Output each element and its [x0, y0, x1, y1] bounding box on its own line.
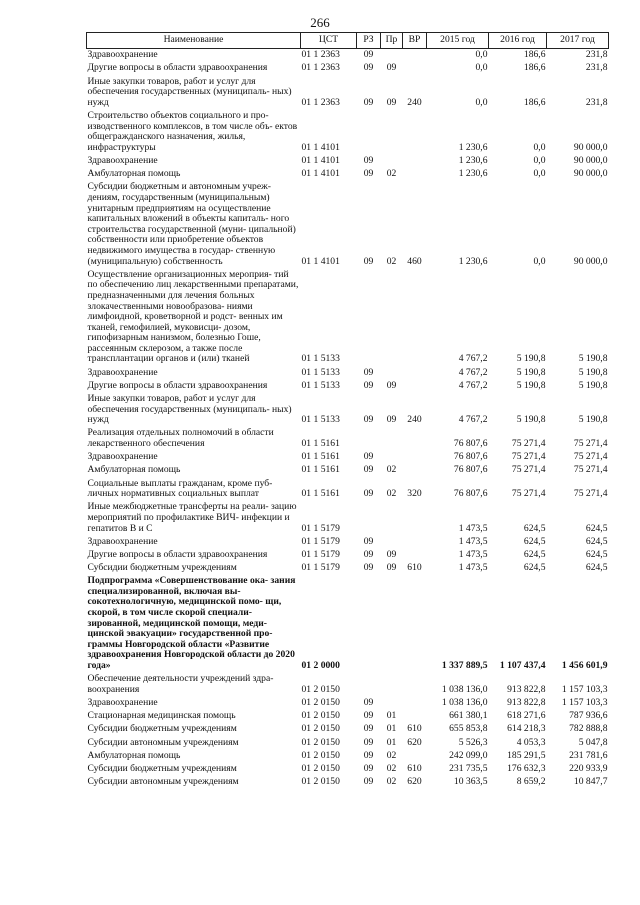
row-value-2017: 220 933,9 — [569, 762, 608, 774]
row-value-2015: 1 473,5 — [458, 562, 488, 574]
row-rz: 09 — [363, 62, 374, 74]
row-value-2015: 655 853,8 — [449, 723, 488, 735]
row-name: Здравоохранение — [87, 697, 158, 709]
row-pr: 02 — [386, 762, 397, 774]
row-vr: 620 — [407, 736, 422, 748]
row-cst: 01 1 5161 — [301, 464, 340, 476]
row-value-2016: 186,6 — [523, 96, 546, 108]
row-cst: 01 2 0150 — [301, 723, 340, 735]
row-value-2015: 76 807,6 — [453, 488, 488, 500]
row-rz: 09 — [363, 488, 374, 500]
row-value-2015: 0,0 — [475, 49, 488, 61]
row-rz: 09 — [363, 366, 374, 378]
row-value-2017: 5 190,8 — [578, 414, 608, 426]
row-value-2017: 782 888,8 — [569, 723, 608, 735]
col-header-2017: 2017 год — [547, 33, 609, 49]
row-vr: 620 — [407, 776, 422, 788]
table-row — [87, 181, 609, 268]
row-cst: 01 2 0150 — [301, 697, 340, 709]
row-cst: 01 1 5161 — [301, 451, 340, 463]
row-pr — [381, 697, 403, 710]
row-value-2016: 618 271,6 — [507, 710, 546, 722]
row-rz: 09 — [363, 736, 374, 748]
row-value-2015: 1 337 889,5 — [441, 660, 488, 672]
col-header-cst: ЦСТ — [301, 33, 357, 49]
row-vr — [403, 62, 427, 75]
row-vr: 460 — [407, 255, 422, 267]
row-rz — [357, 501, 381, 535]
row-value-2016: 913 822,8 — [507, 683, 546, 695]
table-row — [87, 673, 609, 697]
row-vr — [403, 451, 427, 464]
row-value-2016: 4 053,3 — [516, 736, 546, 748]
row-name: Амбулаторная помощь — [87, 749, 181, 761]
row-pr: 09 — [386, 562, 397, 574]
row-cst: 01 1 4101 — [301, 141, 340, 153]
row-cst: 01 1 4101 — [301, 168, 340, 180]
table-row — [87, 380, 609, 393]
row-value-2015: 1 038 136,0 — [441, 697, 488, 709]
row-value-2017: 75 271,4 — [573, 451, 608, 463]
row-name: Здравоохранение — [87, 451, 158, 463]
row-value-2015: 1 230,6 — [458, 255, 488, 267]
row-value-2017: 231,8 — [585, 62, 608, 74]
row-cst: 01 2 0150 — [301, 736, 340, 748]
row-name: Здравоохранение — [87, 535, 158, 547]
row-value-2016: 186,6 — [523, 62, 546, 74]
table-row — [87, 736, 609, 749]
row-value-2017: 5 047,8 — [578, 736, 608, 748]
row-value-2017: 5 190,8 — [578, 366, 608, 378]
row-value-2016: 624,5 — [523, 562, 546, 574]
row-name: Иные закупки товаров, работ и услуг для обеспечения государственных (муниципаль- ных) нужд — [87, 393, 292, 426]
row-value-2017: 75 271,4 — [573, 438, 608, 450]
col-header-rz: РЗ — [357, 33, 381, 49]
row-cst: 01 2 0150 — [301, 710, 340, 722]
row-value-2016: 75 271,4 — [511, 438, 546, 450]
row-value-2016: 5 190,8 — [516, 353, 546, 365]
row-value-2017: 90 000,0 — [573, 141, 608, 153]
row-vr: 610 — [407, 723, 422, 735]
row-rz: 09 — [363, 535, 374, 547]
row-value-2015: 10 363,5 — [453, 776, 488, 788]
table-row — [87, 155, 609, 168]
row-value-2017: 1 157 103,3 — [561, 683, 608, 695]
row-vr: 240 — [407, 414, 422, 426]
row-vr — [403, 749, 427, 762]
row-value-2015: 1 230,6 — [458, 141, 488, 153]
row-name: Другие вопросы в области здравоохранения — [87, 62, 268, 74]
col-header-vr: ВР — [403, 33, 427, 49]
page-number: 266 — [310, 15, 330, 30]
row-vr — [403, 49, 427, 63]
table-row — [87, 763, 609, 776]
row-value-2015: 1 230,6 — [458, 155, 488, 167]
table-row — [87, 75, 609, 109]
row-value-2016: 624,5 — [523, 548, 546, 560]
row-value-2017: 624,5 — [585, 548, 608, 560]
row-pr: 09 — [386, 96, 397, 108]
row-rz: 09 — [363, 749, 374, 761]
table-row — [87, 451, 609, 464]
row-vr — [403, 268, 427, 366]
row-value-2016: 75 271,4 — [511, 464, 546, 476]
row-name: Социальные выплаты гражданам, кроме пуб- личных нормативных социальных выплат — [87, 477, 273, 500]
table-header — [87, 33, 609, 49]
row-value-2017: 90 000,0 — [573, 155, 608, 167]
row-value-2017: 231,8 — [585, 49, 608, 61]
row-pr: 09 — [386, 548, 397, 560]
row-pr: 09 — [386, 379, 397, 391]
row-vr — [403, 168, 427, 181]
row-cst: 01 1 4101 — [301, 155, 340, 167]
row-value-2016: 75 271,4 — [511, 488, 546, 500]
table-row — [87, 723, 609, 736]
row-name: Здравоохранение — [87, 155, 158, 167]
row-vr — [403, 501, 427, 535]
row-value-2015: 4 767,2 — [458, 379, 488, 391]
row-name: Субсидии бюджетным учреждениям — [87, 762, 237, 774]
row-pr: 09 — [386, 62, 397, 74]
row-rz: 09 — [363, 168, 374, 180]
row-rz: 09 — [363, 710, 374, 722]
row-cst: 01 1 2363 — [301, 96, 340, 108]
row-name: Подпрограмма «Совершенствование ока- зания специализированной, включая вы- сокотехнологичную, медицинской помо- щи, скорой, в том числе скорой специали- зированной, медицинской помощи, меди- цинской эвакуации» государственной про- граммы Новгородской области «Развитие здравоохранения Новгородской области до 2020 года» — [87, 575, 296, 672]
row-pr: 01 — [386, 710, 397, 722]
row-value-2015: 1 473,5 — [458, 535, 488, 547]
table-row — [87, 477, 609, 501]
row-value-2017: 787 936,6 — [569, 710, 608, 722]
row-cst: 01 1 5179 — [301, 562, 340, 574]
row-rz — [357, 575, 381, 673]
row-vr — [403, 697, 427, 710]
row-value-2016: 185 291,5 — [507, 749, 546, 761]
col-header-pr: Пр — [381, 33, 403, 49]
row-value-2015: 242 099,0 — [449, 749, 488, 761]
row-rz: 09 — [363, 723, 374, 735]
row-value-2015: 4 767,2 — [458, 414, 488, 426]
table-row — [87, 501, 609, 535]
row-pr — [381, 268, 403, 366]
row-cst: 01 1 5179 — [301, 535, 340, 547]
row-name: Стационарная медицинская помощь — [87, 710, 236, 722]
row-value-2017: 624,5 — [585, 522, 608, 534]
row-value-2015: 1 038 136,0 — [441, 683, 488, 695]
row-value-2016: 0,0 — [533, 255, 546, 267]
row-value-2017: 624,5 — [585, 562, 608, 574]
row-cst: 01 1 5161 — [301, 438, 340, 450]
row-vr — [403, 464, 427, 477]
row-value-2017: 5 190,8 — [578, 379, 608, 391]
row-value-2016: 913 822,8 — [507, 697, 546, 709]
row-value-2015: 661 380,1 — [449, 710, 488, 722]
row-name: Амбулаторная помощь — [87, 464, 181, 476]
col-header-2015: 2015 год — [427, 33, 489, 49]
row-name: Обеспечение деятельности учреждений здра- воохранения — [87, 673, 274, 695]
col-header-name: Наименование — [87, 33, 301, 49]
row-rz — [357, 268, 381, 366]
row-value-2016: 0,0 — [533, 155, 546, 167]
table-row — [87, 464, 609, 477]
table-row — [87, 393, 609, 427]
row-rz: 09 — [363, 776, 374, 788]
table-row — [87, 427, 609, 451]
row-rz — [357, 673, 381, 697]
row-pr — [381, 575, 403, 673]
row-value-2015: 0,0 — [475, 96, 488, 108]
row-vr — [403, 673, 427, 697]
row-rz — [357, 427, 381, 451]
row-vr — [403, 380, 427, 393]
row-vr — [403, 535, 427, 548]
row-cst: 01 1 4101 — [301, 255, 340, 267]
row-pr: 02 — [386, 255, 397, 267]
row-value-2015: 4 767,2 — [458, 366, 488, 378]
row-name: Здравоохранение — [87, 49, 158, 61]
row-pr: 01 — [386, 736, 397, 748]
row-vr: 320 — [407, 488, 422, 500]
row-pr — [381, 110, 403, 155]
table-row — [87, 697, 609, 710]
row-rz: 09 — [363, 49, 374, 61]
row-name: Субсидии бюджетным учреждениям — [87, 723, 237, 735]
row-rz: 09 — [363, 414, 374, 426]
row-value-2016: 5 190,8 — [516, 379, 546, 391]
row-rz: 09 — [363, 697, 374, 709]
row-pr: 02 — [386, 168, 397, 180]
row-pr — [381, 673, 403, 697]
table-row — [87, 776, 609, 789]
row-cst: 01 1 5133 — [301, 366, 340, 378]
col-header-2016: 2016 год — [489, 33, 547, 49]
table-row — [87, 168, 609, 181]
row-value-2015: 76 807,6 — [453, 438, 488, 450]
row-value-2016: 624,5 — [523, 522, 546, 534]
row-cst: 01 2 0150 — [301, 749, 340, 761]
row-value-2016: 614 218,3 — [507, 723, 546, 735]
row-value-2017: 624,5 — [585, 535, 608, 547]
row-value-2016: 8 659,2 — [516, 776, 546, 788]
row-value-2016: 624,5 — [523, 535, 546, 547]
row-cst: 01 1 5179 — [301, 548, 340, 560]
row-value-2015: 4 767,2 — [458, 353, 488, 365]
row-name: Субсидии автономным учреждениям — [87, 736, 239, 748]
row-value-2015: 76 807,6 — [453, 451, 488, 463]
table-row — [87, 710, 609, 723]
row-pr: 09 — [386, 414, 397, 426]
table-row — [87, 62, 609, 75]
row-rz — [357, 110, 381, 155]
row-value-2016: 186,6 — [523, 49, 546, 61]
table-row — [87, 268, 609, 366]
row-value-2015: 231 735,5 — [449, 762, 488, 774]
row-vr — [403, 710, 427, 723]
row-value-2017: 90 000,0 — [573, 168, 608, 180]
row-pr — [381, 451, 403, 464]
row-pr — [381, 366, 403, 379]
row-cst: 01 1 5133 — [301, 414, 340, 426]
row-pr: 02 — [386, 488, 397, 500]
table-row — [87, 549, 609, 562]
row-cst: 01 1 5133 — [301, 353, 340, 365]
row-value-2016: 1 107 437,4 — [499, 660, 546, 672]
row-vr: 240 — [407, 96, 422, 108]
row-value-2017: 231,8 — [585, 96, 608, 108]
table-row — [87, 562, 609, 575]
row-rz: 09 — [363, 96, 374, 108]
row-name: Другие вопросы в области здравоохранения — [87, 379, 268, 391]
row-value-2016: 0,0 — [533, 168, 546, 180]
row-pr: 02 — [386, 776, 397, 788]
table-row — [87, 49, 609, 63]
row-value-2016: 75 271,4 — [511, 451, 546, 463]
row-name: Иные закупки товаров, работ и услуг для обеспечения государственных (муниципаль- ных) нужд — [87, 75, 292, 108]
row-pr — [381, 535, 403, 548]
row-pr: 02 — [386, 464, 397, 476]
row-pr: 02 — [386, 749, 397, 761]
row-name: Иные межбюджетные трансферты на реали- зацию мероприятий по профилактике ВИЧ- инфекции и гепатитов В и С — [87, 501, 297, 534]
row-value-2017: 231 781,6 — [569, 749, 608, 761]
row-cst: 01 1 5133 — [301, 379, 340, 391]
row-value-2016: 0,0 — [533, 141, 546, 153]
row-name: Строительство объектов социального и про- изводственного комплексов, в том числе объ- ектов общегражданского назначения, жилья, инфраструктуры — [87, 110, 298, 153]
row-value-2017: 75 271,4 — [573, 488, 608, 500]
row-rz: 09 — [363, 562, 374, 574]
row-vr — [403, 575, 427, 673]
row-cst: 01 2 0150 — [301, 762, 340, 774]
row-cst: 01 2 0000 — [301, 660, 340, 672]
row-value-2015: 5 526,3 — [458, 736, 488, 748]
row-value-2015: 1 473,5 — [458, 522, 488, 534]
row-value-2017: 1 157 103,3 — [561, 697, 608, 709]
row-value-2015: 1 473,5 — [458, 548, 488, 560]
row-name: Осуществление организационных мероприя- тий по обеспечению лиц лекарственными препаратами, предназначенными для лечения больных злокачественными новообразова- ниями лимфоидной, кроветворной и родст- венных им тканей, гемофилией, муковисци- дозом, гипофизарным нанизмом, болезнью Гоше, рассеянным склерозом, а также после трансплантации органов и (или) тканей — [87, 268, 299, 365]
table-row — [87, 575, 609, 673]
row-rz: 09 — [363, 379, 374, 391]
row-value-2016: 5 190,8 — [516, 414, 546, 426]
row-cst: 01 1 5161 — [301, 488, 340, 500]
row-name: Другие вопросы в области здравоохранения — [87, 548, 268, 560]
budget-table — [86, 32, 609, 789]
row-rz: 09 — [363, 155, 374, 167]
row-name: Субсидии автономным учреждениям — [87, 776, 239, 788]
row-rz: 09 — [363, 548, 374, 560]
row-rz: 09 — [363, 255, 374, 267]
row-vr — [403, 366, 427, 379]
row-name: Амбулаторная помощь — [87, 168, 181, 180]
row-value-2017: 90 000,0 — [573, 255, 608, 267]
table-row — [87, 749, 609, 762]
row-value-2015: 76 807,6 — [453, 464, 488, 476]
row-pr — [381, 501, 403, 535]
row-vr — [403, 155, 427, 168]
table-row — [87, 535, 609, 548]
row-pr — [381, 427, 403, 451]
row-value-2016: 176 632,3 — [507, 762, 546, 774]
row-name: Здравоохранение — [87, 366, 158, 378]
row-pr: 01 — [386, 723, 397, 735]
row-vr — [403, 427, 427, 451]
row-name: Реализация отдельных полномочий в области лекарственного обеспечения — [87, 427, 274, 450]
row-rz: 09 — [363, 762, 374, 774]
row-vr — [403, 549, 427, 562]
row-value-2017: 10 847,7 — [573, 776, 608, 788]
row-vr: 610 — [407, 762, 422, 774]
row-value-2015: 1 230,6 — [458, 168, 488, 180]
row-name: Субсидии бюджетным и автономным учреж- дениям, государственным (муниципальным) унитарным предприятиям на осуществление капитальных вложений в объекты капиталь- ного строительства государственной (муни- ципальной) собственности или приобретение объектов недвижимого имущества в государ- ственную (муниципальную) собственность — [87, 181, 296, 267]
row-cst: 01 1 2363 — [301, 49, 340, 61]
row-cst: 01 2 0150 — [301, 683, 340, 695]
row-rz: 09 — [363, 464, 374, 476]
row-value-2017: 75 271,4 — [573, 464, 608, 476]
row-cst: 01 1 2363 — [301, 62, 340, 74]
row-cst: 01 1 5179 — [301, 522, 340, 534]
row-pr — [381, 49, 403, 63]
row-pr — [381, 155, 403, 168]
row-vr: 610 — [407, 562, 422, 574]
row-rz: 09 — [363, 451, 374, 463]
row-value-2016: 5 190,8 — [516, 366, 546, 378]
row-name: Субсидии бюджетным учреждениям — [87, 562, 237, 574]
row-value-2015: 0,0 — [475, 62, 488, 74]
row-value-2017: 1 456 601,9 — [561, 660, 608, 672]
row-cst: 01 2 0150 — [301, 776, 340, 788]
row-vr — [403, 110, 427, 155]
table-row — [87, 366, 609, 379]
table-row — [87, 110, 609, 155]
row-value-2017: 5 190,8 — [578, 353, 608, 365]
